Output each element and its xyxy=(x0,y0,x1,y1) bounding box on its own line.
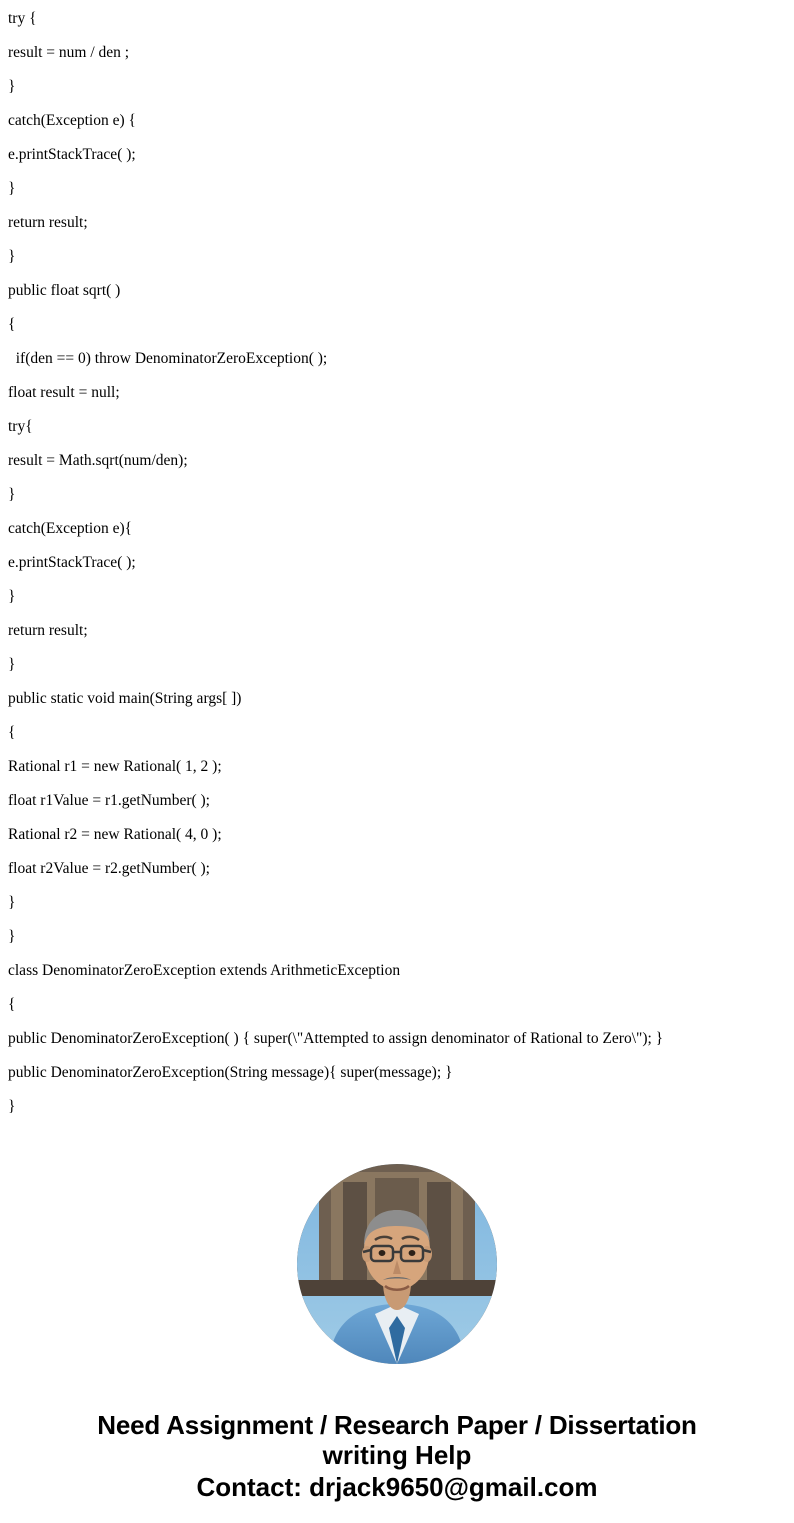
footer-headline-line1: Need Assignment / Research Paper / Dissertation xyxy=(97,1410,697,1440)
footer-contact: Contact: drjack9650@gmail.com xyxy=(196,1472,598,1502)
code-line: } xyxy=(8,928,16,945)
code-line: } xyxy=(8,486,16,503)
code-line: result = num / den ; xyxy=(8,44,130,61)
avatar-container xyxy=(8,1164,786,1364)
code-line: } xyxy=(8,656,16,673)
code-line: } xyxy=(8,1098,16,1115)
code-line: } xyxy=(8,78,16,95)
code-line: public static void main(String args[ ]) xyxy=(8,690,242,707)
footer-headline-line2: writing Help xyxy=(322,1440,472,1470)
code-line: float r1Value = r1.getNumber( ); xyxy=(8,792,210,809)
footer xyxy=(8,1410,786,1502)
code-line: public DenominatorZeroException( ) { super(\"Attempted to assign denominator of Rational to Zero\"); } xyxy=(8,1030,664,1047)
code-line: Rational r2 = new Rational( 4, 0 ); xyxy=(8,826,222,843)
code-line: { xyxy=(8,724,16,741)
code-line: { xyxy=(8,996,16,1013)
code-line: class DenominatorZeroException extends ArithmeticException xyxy=(8,962,401,979)
code-line: } xyxy=(8,248,16,265)
code-line: try { xyxy=(8,10,37,27)
code-line: result = Math.sqrt(num/den); xyxy=(8,452,188,469)
code-line: } xyxy=(8,588,16,605)
code-line: catch(Exception e){ xyxy=(8,520,133,537)
code-line: if(den == 0) throw DenominatorZeroException( ); xyxy=(8,350,328,367)
code-line: try{ xyxy=(8,418,33,435)
code-line: e.printStackTrace( ); xyxy=(8,554,136,571)
code-line: { xyxy=(8,316,16,333)
code-line: return result; xyxy=(8,214,88,231)
code-line: e.printStackTrace( ); xyxy=(8,146,136,163)
code-line: float r2Value = r2.getNumber( ); xyxy=(8,860,210,877)
code-line: catch(Exception e) { xyxy=(8,112,136,129)
portrait-photo-icon xyxy=(297,1164,497,1364)
code-line: } xyxy=(8,180,16,197)
code-line: public DenominatorZeroException(String message){ super(message); } xyxy=(8,1064,453,1081)
code-line: public float sqrt( ) xyxy=(8,282,121,299)
code-line: } xyxy=(8,894,16,911)
code-line: return result; xyxy=(8,622,88,639)
code-block xyxy=(8,0,786,1124)
avatar xyxy=(297,1164,497,1364)
code-line: Rational r1 = new Rational( 1, 2 ); xyxy=(8,758,222,775)
code-line: float result = null; xyxy=(8,384,120,401)
